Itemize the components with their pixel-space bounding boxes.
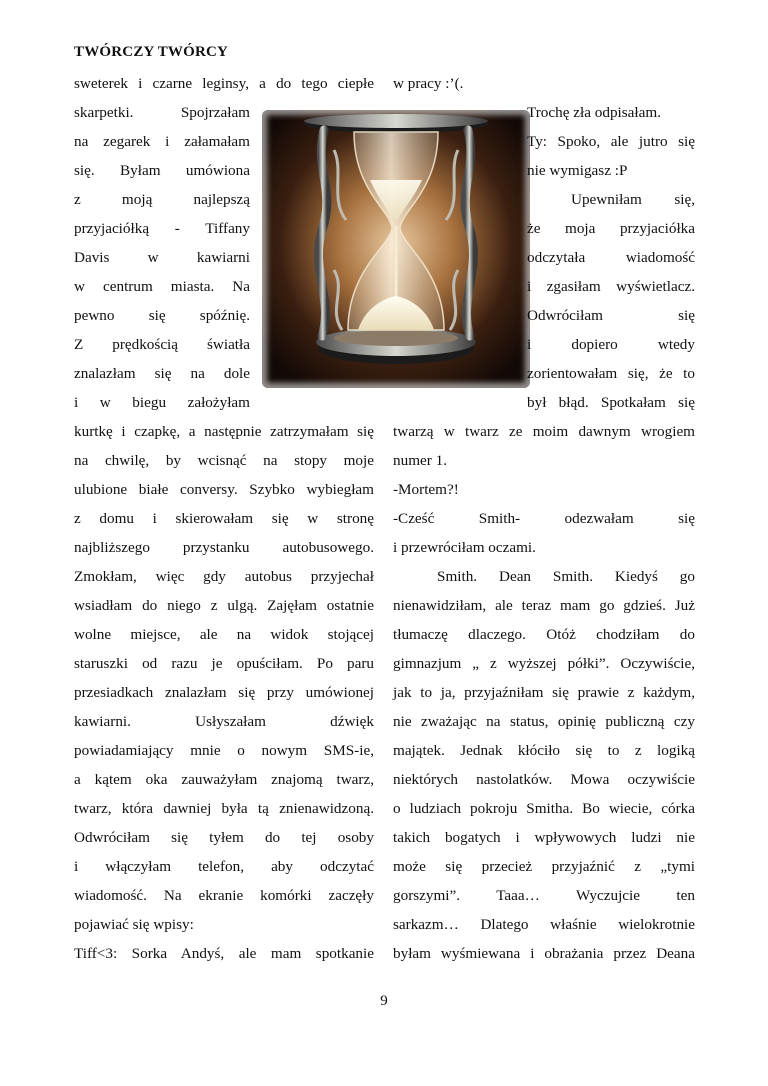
text-line: sweterek i czarne leginsy, a do tego ciepłe — [74, 75, 374, 92]
text-line: Odwróciłam się — [527, 307, 695, 324]
text-line: niektórych nastolatków. Mowa oczywiście — [393, 771, 695, 788]
text-line: może się przecież przyjaźnić z „tymi — [393, 858, 695, 875]
text-line: wolne miejsce, ale na widok stojącej — [74, 626, 374, 643]
text-line: pojawiać się wpisy: — [74, 916, 194, 933]
text-line: -Mortem?! — [393, 481, 459, 498]
section-header: TWÓRCZY TWÓRCY — [74, 44, 229, 60]
text-line: i w biegu założyłam — [74, 394, 250, 411]
text-line: że moja przyjaciółka — [527, 220, 695, 237]
text-line: na chwilę, by wcisnąć na stopy moje — [74, 452, 374, 469]
text-line: odczytała wiadomość — [527, 249, 695, 266]
text-line: w pracy :’(. — [393, 75, 464, 92]
text-line: numer 1. — [393, 452, 447, 469]
text-line: Upewniłam się, — [571, 191, 695, 208]
text-line: w centrum miasta. Na — [74, 278, 250, 295]
text-line: zorientowałam się, że to — [527, 365, 695, 382]
text-line: z moją najlepszą — [74, 191, 250, 208]
text-line: i dopiero wtedy — [527, 336, 695, 353]
text-line: Zmokłam, więc gdy autobus przyjechał — [74, 568, 374, 585]
text-line: takich bogatych i wpływowych ludzi nie — [393, 829, 695, 846]
text-line: majątek. Jednak kłóciło się to z logiką — [393, 742, 695, 759]
text-line: kurtkę i czapkę, a następnie zatrzymałam się — [74, 423, 374, 440]
text-line: Trochę zła odpisałam. — [527, 104, 661, 121]
text-line: pewno się spóźnię. — [74, 307, 250, 324]
text-line: o ludziach pokroju Smitha. Bo wiecie, córka — [393, 800, 695, 817]
text-line: gorszymi”. Taaa… Wyczujcie ten — [393, 887, 695, 904]
text-line: z domu i skierowałam się w stronę — [74, 510, 374, 527]
page-number: 9 — [380, 993, 388, 1009]
text-line: i włączyłam telefon, aby odczytać — [74, 858, 374, 875]
text-line: Smith. Dean Smith. Kiedyś go — [437, 568, 695, 585]
text-line: Ty: Spoko, ale jutro się — [527, 133, 695, 150]
text-line: gimnazjum „ z wyższej półki”. Oczywiście, — [393, 655, 695, 672]
text-line: skarpetki. Spojrzałam — [74, 104, 250, 121]
text-line: przyjaciółką - Tiffany — [74, 220, 250, 237]
text-line: wsiadłam do niego z ulgą. Zajęłam ostatnie — [74, 597, 374, 614]
text-line: tłumaczę dlaczego. Otóż chodziłam do — [393, 626, 695, 643]
text-line: wiadomość. Na ekranie komórki zaczęły — [74, 887, 374, 904]
text-line: powiadamiający mnie o nowym SMS-ie, — [74, 742, 374, 759]
text-line: przesiadkach znalazłam się przy umówionej — [74, 684, 374, 701]
text-line: znalazłam się na dole — [74, 365, 250, 382]
text-line: Z prędkością światła — [74, 336, 250, 353]
text-line: ulubione białe conversy. Szybko wybiegłam — [74, 481, 374, 498]
hourglass-illustration — [262, 110, 530, 388]
text-line: i zgasiłam wyświetlacz. — [527, 278, 695, 295]
text-line: Tiff<3: Sorka Andyś, ale mam spotkanie — [74, 945, 374, 962]
text-line: był błąd. Spotkałam się — [527, 394, 695, 411]
text-line: kawiarni. Usłyszałam dźwięk — [74, 713, 374, 730]
text-line: najbliższego przystanku autobusowego. — [74, 539, 374, 556]
hourglass-image — [262, 110, 530, 388]
text-line: byłam wyśmiewana i obrażania przez Deana — [393, 945, 695, 962]
text-line: jak to ja, przyjaźniłam się prawie z każdym, — [393, 684, 695, 701]
text-line: Davis w kawiarni — [74, 249, 250, 266]
text-line: nienawidziłam, ale teraz mam go gdzieś. Już — [393, 597, 695, 614]
text-line: staruszki od razu je opuściłam. Po paru — [74, 655, 374, 672]
text-line: nie zważając na status, opinię publiczną czy — [393, 713, 695, 730]
text-line: Odwróciłam się tyłem do tej osoby — [74, 829, 374, 846]
text-line: się. Byłam umówiona — [74, 162, 250, 179]
text-line: sarkazm… Dlatego właśnie wielokrotnie — [393, 916, 695, 933]
text-line: na zegarek i załamałam — [74, 133, 250, 150]
text-line: i przewróciłam oczami. — [393, 539, 536, 556]
text-line: twarz, która dawniej była tą znienawidzoną. — [74, 800, 374, 817]
text-line: a kątem oka zauważyłam znajomą twarz, — [74, 771, 374, 788]
text-line: -Cześć Smith- odezwałam się — [393, 510, 695, 527]
text-line: twarzą w twarz ze moim dawnym wrogiem — [393, 423, 695, 440]
text-line: nie wymigasz :P — [527, 162, 628, 179]
